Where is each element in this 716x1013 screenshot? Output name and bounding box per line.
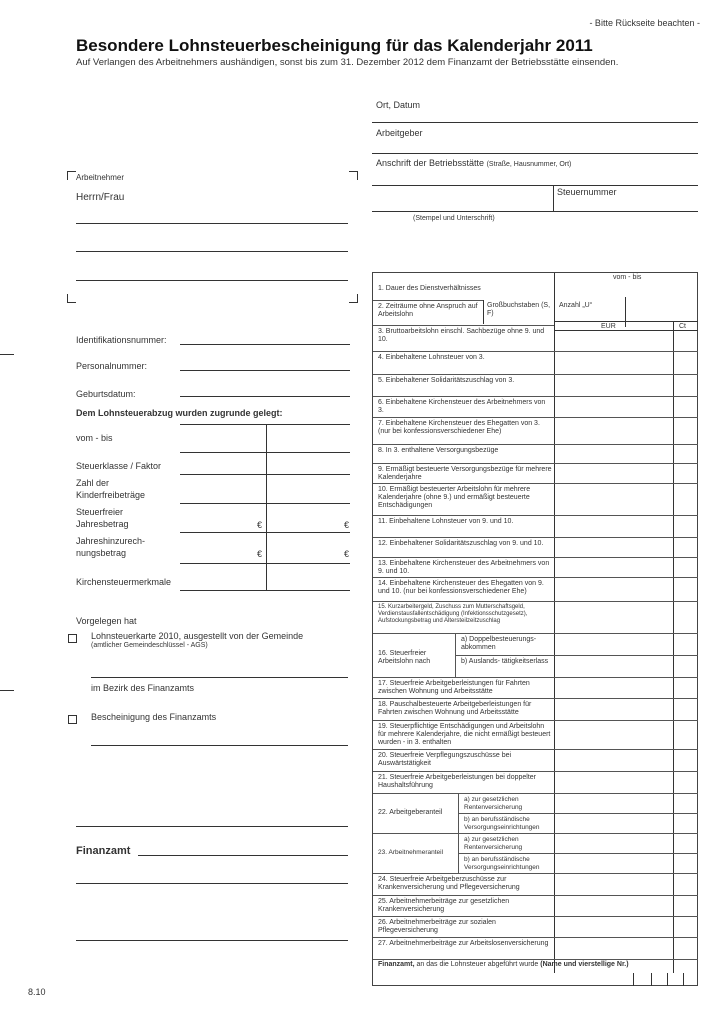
signature-line[interactable] [76, 826, 348, 827]
geburt-field[interactable] [180, 396, 350, 397]
row-19: 19. Steuerpflichtige Entschädigungen und Arbeitslohn für mehrere Kalenderjahre, die nicht ermäßigt besteuert wurden - in 3. enthalten [378, 723, 551, 746]
ct-header: Ct [679, 323, 686, 330]
bescheinigung-label: Bescheinigung des Finanzamts [91, 712, 217, 722]
kinder-label-1: Zahl der [76, 478, 110, 488]
row-13: 13. Einbehaltene Kirchensteuer des Arbeitnehmers von 9. und 10. [378, 560, 550, 575]
row-14: 14. Einbehaltene Kirchensteuer des Ehegatten von 9. und 10. (nur bei konfessionsverschiedener Ehe) [378, 580, 544, 595]
finanzamt-label: Finanzamt [76, 845, 131, 857]
finanzamt-row: Finanzamt, an das die Lohnsteuer abgeführt wurde (Name und vierstellige Nr.) [378, 961, 629, 968]
form-version: 8.10 [28, 987, 46, 997]
vombis-label: vom - bis [76, 433, 113, 443]
row-11: 11. Einbehaltene Lohnsteuer von 9. und 10. [378, 518, 514, 525]
row-16b: b) Auslands- tätigkeitserlass [461, 658, 549, 665]
bezirk-label: im Bezirk des Finanzamts [91, 683, 195, 693]
anschrift-label: Anschrift der Betriebsstätte (Straße, Hausnummer, Ort) [376, 158, 572, 168]
ags-label: (amtlicher Gemeindeschlüssel - AGS) [91, 642, 208, 649]
form-title: Besondere Lohnsteuerbescheinigung für das Kalenderjahr 2011 [76, 36, 593, 55]
kist-label: Kirchensteuermerkmale [76, 577, 172, 587]
persnr-label: Personalnummer: [76, 361, 148, 371]
karte-label: Lohnsteuerkarte 2010, ausgestellt von der Gemeinde [91, 631, 304, 641]
kinder-field[interactable] [180, 503, 350, 504]
row-3: 3. Bruttoarbeitslohn einschl. Sachbezüge ohne 9. und 10. [378, 328, 545, 343]
gross-label: Großbuchstaben (S, F) [487, 302, 551, 317]
row-5: 5. Einbehaltener Solidaritätszuschlag von 3. [378, 377, 515, 384]
row-23b: b) an berufsständische Versorgungseinrichtungen [464, 856, 540, 871]
euro-sign: € [344, 549, 350, 559]
row-21: 21. Steuerfreie Arbeitgeberleistungen bei doppelter Haushaltsführung [378, 774, 536, 789]
idnr-label: Identifikationsnummer: [76, 335, 167, 345]
freier-label-2: Jahresbetrag [76, 519, 129, 529]
finanzamt-field[interactable] [138, 855, 348, 856]
hinzu-label-2: nungsbetrag [76, 548, 127, 558]
kist-field[interactable] [180, 590, 350, 591]
row-4: 4. Einbehaltene Lohnsteuer von 3. [378, 354, 485, 361]
row-25: 25. Arbeitnehmerbeiträge zur gesetzlichen Krankenversicherung [378, 898, 510, 913]
row-22: 22. Arbeitgeberanteil [378, 809, 443, 816]
row-23a: a) zur gesetzlichen Rentenversicherung [464, 836, 523, 851]
row-9: 9. Ermäßigt besteuerte Versorgungsbezüge für mehrere Kalenderjahre [378, 466, 552, 481]
finanzamt-line-3[interactable] [76, 940, 348, 941]
freier-label-1: Steuerfreier [76, 507, 124, 517]
row-22b: b) an berufsständische Versorgungseinrichtungen [464, 816, 540, 831]
anzahl-label: Anzahl „U“ [559, 302, 593, 309]
vombis-header: vom - bis [613, 274, 642, 281]
row-7: 7. Einbehaltene Kirchensteuer des Ehegatten von 3. (nur bei konfessionsverschiedener Ehe) [378, 420, 540, 435]
hinzu-label-1: Jahreshinzurech- [76, 536, 146, 546]
bescheinigung-checkbox[interactable] [68, 715, 77, 724]
bescheinigung-field[interactable] [91, 745, 348, 746]
row-26: 26. Arbeitnehmerbeiträge zur sozialen Pflegeversicherung [378, 919, 496, 934]
form-subtitle: Auf Verlangen des Arbeitnehmers aushändigen, sonst bis zum 31. Dezember 2012 dem Finanzamt der Betriebsstätte einsenden. [76, 57, 619, 68]
row-15: 15. Kurzarbeitergeld, Zuschuss zum Mutterschaftsgeld, Verdienstausfallentschädigung (Infektionsschutzgesetz), Aufstockungsbetrag und Altersteilzeitzuschlag [378, 604, 528, 624]
persnr-field[interactable] [180, 370, 350, 371]
row-20: 20. Steuerfreie Verpflegungszuschüsse bei Auswärtstätigkeit [378, 752, 512, 767]
row-23: 23. Arbeitnehmeranteil [378, 849, 444, 856]
row-6: 6. Einbehaltene Kirchensteuer des Arbeitnehmers von 3. [378, 399, 546, 414]
eur-header: EUR [601, 323, 616, 330]
steuernummer-label: Steuernummer [557, 187, 617, 197]
zugrunde-heading: Dem Lohnsteuerabzug wurden zugrunde gelegt: [76, 408, 283, 418]
arbeitgeber-label: Arbeitgeber [376, 128, 423, 138]
lohnsteuerkarte-checkbox[interactable] [68, 634, 77, 643]
euro-sign: € [257, 549, 263, 559]
freier-field[interactable] [180, 532, 350, 533]
back-page-note: - Bitte Rückseite beachten - [589, 18, 700, 28]
row-22a: a) zur gesetzlichen Rentenversicherung [464, 796, 523, 811]
finanzamt-line-2[interactable] [76, 883, 348, 884]
row-8: 8. In 3. enthaltene Versorgungsbezüge [378, 447, 499, 454]
arbeitnehmer-label: Arbeitnehmer [76, 173, 125, 182]
row-16: 16. Steuerfreier Arbeitslohn nach [378, 650, 431, 665]
geburt-label: Geburtsdatum: [76, 389, 136, 399]
address-line-1[interactable] [76, 223, 348, 224]
row-2: 2. Zeiträume ohne Anspruch auf Arbeitslohn [378, 303, 478, 318]
row-1: 1. Dauer des Dienstverhältnisses [378, 285, 481, 292]
row-18: 18. Pauschalbesteuerte Arbeitgeberleistungen für Fahrten zwischen Wohnung und Arbeitsstätte [378, 701, 532, 716]
tax-table [372, 272, 698, 986]
stempel-label: (Stempel und Unterschrift) [413, 215, 495, 222]
hinzu-field[interactable] [180, 563, 350, 564]
row-24: 24. Steuerfreie Arbeitgeberzuschüsse zur Krankenversicherung und Pflegeversicherung [378, 876, 520, 891]
row-27: 27. Arbeitnehmerbeiträge zur Arbeitslosenversicherung [378, 940, 549, 947]
vombis-field[interactable] [180, 452, 350, 453]
stkl-label: Steuerklasse / Faktor [76, 461, 162, 471]
vorgelegen-label: Vorgelegen hat [76, 616, 137, 626]
row-12: 12. Einbehaltener Solidaritätszuschlag von 9. und 10. [378, 540, 544, 547]
address-line-3[interactable] [76, 280, 348, 281]
row-17: 17. Steuerfreie Arbeitgeberleistungen für Fahrten zwischen Wohnung und Arbeitsstätte [378, 680, 530, 695]
stkl-field[interactable] [180, 474, 350, 475]
salutation: Herrn/Frau [76, 192, 125, 203]
euro-sign: € [344, 520, 350, 530]
kinder-label-2: Kinderfreibeträge [76, 490, 146, 500]
gemeinde-field[interactable] [91, 677, 348, 678]
row-16a: a) Doppelbesteuerungs- abkommen [461, 636, 537, 651]
idnr-field[interactable] [180, 344, 350, 345]
ort-datum-label: Ort, Datum [376, 100, 421, 110]
row-10: 10. Ermäßigt besteuerter Arbeitslohn für mehrere Kalenderjahre (ohne 9.) und ermäßigt besteuerte Entschädigungen [378, 486, 531, 509]
address-line-2[interactable] [76, 251, 348, 252]
euro-sign: € [257, 520, 263, 530]
